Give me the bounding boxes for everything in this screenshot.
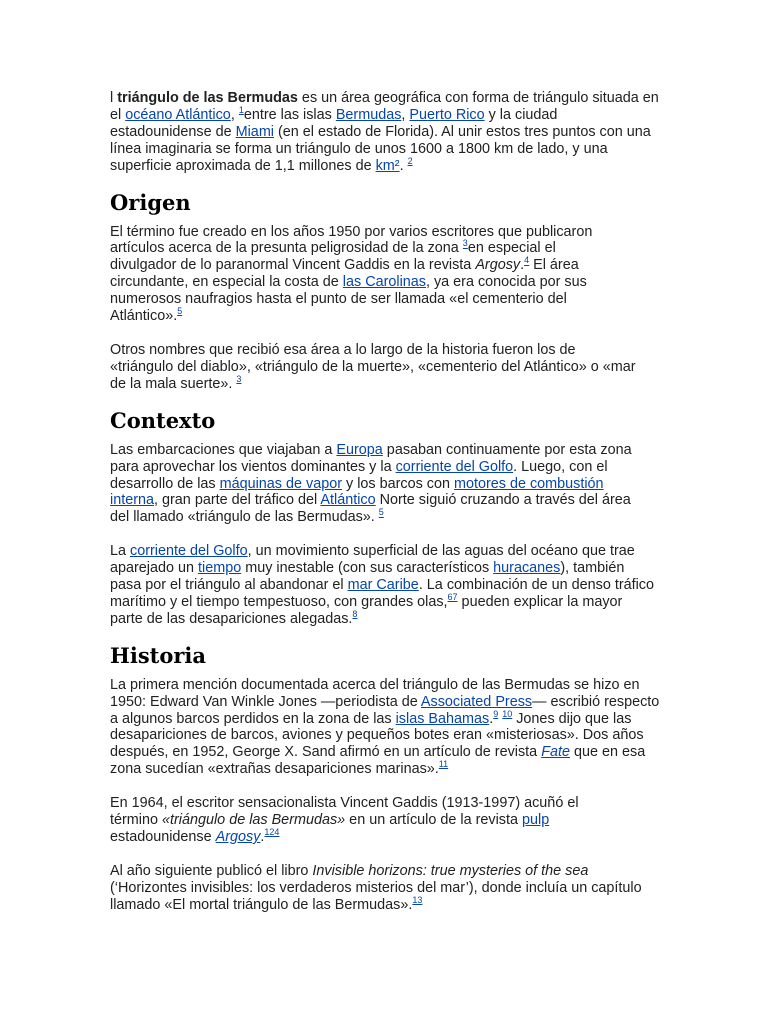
historia-text: (‘Horizontes invisibles: los verdaderos misterios del mar’), donde incluía un capítulo llamado «El mortal triángulo de las Bermudas». [110, 879, 642, 913]
ref-3-link[interactable]: 3 [236, 373, 242, 384]
intro-text: y la ciudad estadounidense de [110, 106, 558, 140]
link-atlantico[interactable]: Atlántico [320, 492, 376, 509]
contexto-text: y los barcos con [342, 475, 454, 492]
link-huracanes[interactable]: huracanes [493, 560, 561, 577]
origen-text: en especial el divulgador de lo paranormal Vincent Gaddis en la revista [110, 240, 556, 274]
link-miami[interactable]: Miami [235, 123, 274, 140]
historia-paragraph-1 [110, 677, 660, 778]
contexto-text: , un movimiento superficial de las aguas del océano que trae aparejado un [110, 543, 635, 577]
historia-paragraph-2 [110, 795, 615, 846]
ref-124[interactable] [264, 827, 279, 837]
ref-124-link[interactable]: 124 [264, 827, 280, 838]
ref-13[interactable] [412, 895, 422, 905]
contexto-text: pueden explicar la mayor parte de las desapariciones alegadas. [110, 593, 623, 627]
intro-text: es un área geográfica con forma de triángulo situada en el [110, 90, 659, 123]
ref-5[interactable] [379, 508, 384, 518]
link-corriente-del-golfo[interactable]: corriente del Golfo [395, 458, 514, 475]
contexto-text: . Luego, con el desarrollo de las [110, 458, 608, 492]
link-maquinas-de-vapor[interactable]: máquinas de vapor [219, 475, 342, 492]
contexto-text: Norte siguió cruzando a través del área del llamado «triángulo de las Bermudas». [110, 492, 631, 526]
ref-2-link[interactable]: 2 [407, 155, 413, 166]
ref-8[interactable] [352, 609, 357, 619]
origen-text: El área circundante, en especial la costa de [110, 257, 579, 291]
intro-text: l [110, 90, 118, 106]
intro-text: (en el estado de Florida). Al unir estos tres puntos con una línea imaginaria se forma un triángulo de unos 1600 a 1800 km de lado, y una superficie aproximada de 1,1 millones de [110, 123, 651, 174]
ref-67-link[interactable]: 67 [447, 592, 458, 603]
ref-10[interactable] [502, 709, 512, 719]
origen-paragraph-1 [110, 224, 618, 325]
section-heading-contexto: Contexto [110, 407, 216, 433]
link-tiempo[interactable]: tiempo [198, 560, 242, 577]
link-fate[interactable]: Fate [541, 744, 570, 761]
contexto-text: La [110, 543, 131, 560]
intro-text: , [230, 106, 239, 123]
link-islas-bahamas[interactable]: islas Bahamas [395, 710, 490, 727]
origen-text: , ya era conocida por sus numerosos naufragios hasta el punto de ser llamada «el cementerio del Atlántico». [110, 274, 587, 325]
ref-2[interactable] [408, 156, 413, 166]
historia-text: . [489, 710, 494, 727]
contexto-text: Las embarcaciones que viajaban a [110, 441, 337, 458]
contexto-text: ), también pasa por el triángulo al abandonar el [110, 560, 625, 594]
link-bermudas[interactable]: Bermudas [335, 106, 402, 123]
ref-10-link[interactable]: 10 [502, 708, 513, 719]
section-heading-historia: Historia [110, 642, 206, 668]
origen-text: El término fue creado en los años 1950 por varios escritores que publicaron artículos acerca de la presunta peligrosidad de la zona [110, 223, 593, 257]
contexto-text: pasaban continuamente por esta zona para aprovechar los vientos dominantes y la [110, 441, 632, 475]
historia-text: Jones dijo que las desapariciones de barcos, aviones y pequeños botes eran «misteriosas». Dos años después, en 1952, George X. Sand afirmó en un artículo de revista [110, 710, 644, 761]
ref-3-link[interactable]: 3 [462, 238, 468, 249]
ref-11[interactable] [439, 759, 448, 769]
contexto-paragraph-1 [110, 442, 650, 527]
historia-text: que en esa zona sucedían «extrañas desapariciones marinas». [110, 744, 646, 778]
historia-text: La primera mención documentada acerca del triángulo de las Bermudas se hizo en 1950: Edward Van Winkle Jones —periodista de [110, 676, 640, 710]
ref-5-link[interactable]: 5 [177, 306, 183, 317]
ref-4-link[interactable]: 4 [524, 255, 530, 266]
historia-text: estadounidense [110, 829, 216, 845]
link-km2[interactable]: km² [375, 157, 400, 174]
historia-text: Al año siguiente publicó el libro [110, 862, 313, 879]
link-las-carolinas[interactable]: las Carolinas [342, 274, 426, 291]
historia-paragraph-3 [110, 863, 655, 914]
historia-text: En 1964, el escritor sensacionalista Vincent Gaddis (1913-1997) acuñó el término [110, 795, 579, 829]
origen-paragraph-2 [110, 342, 640, 393]
link-oceano-atlantico[interactable]: océano Atlántico [125, 106, 231, 123]
link-europa[interactable]: Europa [336, 441, 383, 458]
ref-11-link[interactable]: 11 [438, 759, 449, 770]
intro-paragraph [110, 90, 660, 175]
intro-text: , [401, 106, 410, 123]
link-corriente-del-golfo[interactable]: corriente del Golfo [130, 543, 248, 560]
historia-text: — escribió respecto a algunos barcos perdidos en la zona de las [110, 693, 660, 727]
link-puerto-rico[interactable]: Puerto Rico [409, 106, 485, 123]
contexto-text: muy inestable (con sus característicos [241, 560, 494, 577]
section-heading-origen: Origen [110, 189, 191, 215]
link-argosy[interactable]: Argosy [215, 829, 261, 845]
article [110, 90, 662, 914]
link-associated-press[interactable]: Associated Press [420, 693, 533, 710]
origen-text: Otros nombres que recibió esa área a lo largo de la historia fueron los de «triángulo del diablo», «triángulo de la muerte», «cementerio del Atlántico» o «mar de la mala suerte». [110, 341, 636, 392]
intro-text: entre las islas [243, 106, 336, 123]
link-mar-caribe[interactable]: mar Caribe [347, 577, 419, 594]
historia-text: . [260, 829, 265, 845]
ref-1-link[interactable]: 1 [238, 105, 244, 116]
ref-13-link[interactable]: 13 [412, 894, 423, 905]
contexto-paragraph-2 [110, 543, 658, 628]
book-title-italic: Invisible horizons: true mysteries of the sea [312, 862, 589, 879]
contexto-text: . La combinación de un denso tráfico marítimo y el tiempo tempestuoso, con grandes olas, [110, 577, 655, 610]
link-pulp[interactable]: pulp [521, 812, 550, 829]
ref-5-link[interactable]: 5 [378, 507, 384, 518]
intro-text: . [399, 157, 408, 174]
ref-67[interactable] [448, 592, 458, 602]
argosy-italic: Argosy [475, 257, 521, 274]
term-italic: «triángulo de las Bermudas» [161, 812, 346, 829]
ref-8-link[interactable]: 8 [352, 609, 358, 620]
origen-text: . [520, 257, 525, 274]
ref-3[interactable] [236, 374, 241, 384]
ref-9-link[interactable]: 9 [493, 708, 499, 719]
link-motores-combustion[interactable]: motores de combustión interna [110, 475, 604, 509]
historia-text: en un artículo de la revista [345, 812, 522, 829]
contexto-text: , gran parte del tráfico del [154, 492, 321, 509]
article-subject: triángulo de las Bermudas [117, 90, 298, 106]
ref-5[interactable] [177, 306, 182, 316]
